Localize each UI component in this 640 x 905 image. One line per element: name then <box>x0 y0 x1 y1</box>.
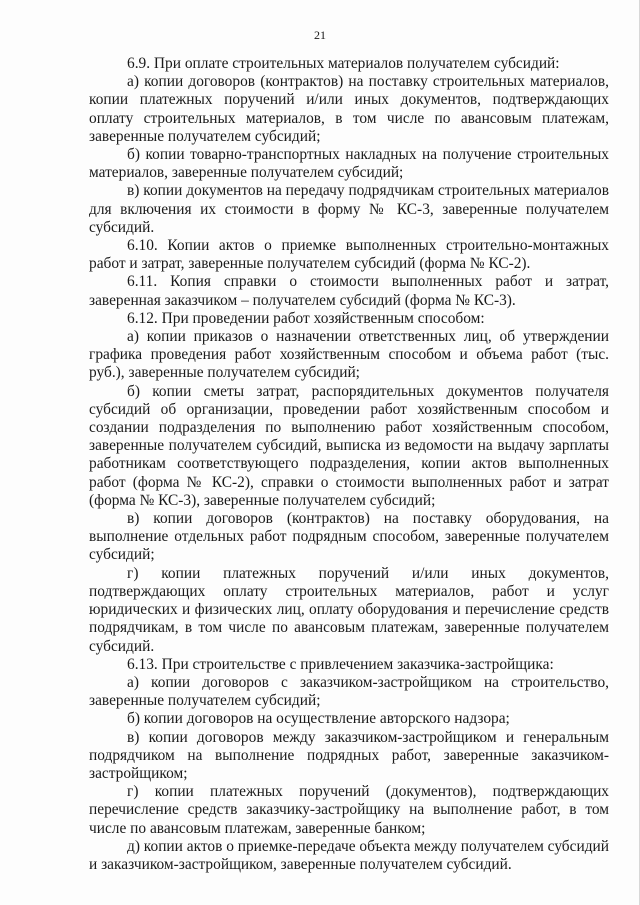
page-number: 21 <box>314 28 326 42</box>
section-6-12-item-g: г) копии платежных поручений и/или иных документов, подтверждающих оплату строительных материалов, работ и услуг юридических и физических лиц, оплату оборудования и перечисление средств подрядчикам, в том числе по авансовым платежам, заверенные получателем субсидий. <box>89 564 609 655</box>
section-6-13-heading: 6.13. При строительстве с привлечением заказчика-застройщика: <box>127 655 554 673</box>
section-6-9-heading: 6.9. При оплате строительных материалов получателем субсидий: <box>127 55 560 72</box>
section-6-9-item-a: а) копии договоров (контрактов) на поставку строительных материалов, копии платежных поручений и/или иных документов, подтверждающих оплату строительных материалов, в том числе по авансовым платежам, заверенные получателем субсидий; <box>89 73 609 145</box>
document-body <box>89 55 609 874</box>
section-6-13-item-g: г) копии платежных поручений (документов), подтверждающих перечисление средств заказчику-застройщику на выполнение работ, в том числе по авансовым платежам, заверенные банком; <box>89 783 609 837</box>
section-6-13-item-b: б) копии договоров на осуществление авторского надзора; <box>127 710 510 728</box>
section-6-9-item-b: б) копии товарно-транспортных накладных на получение строительных материалов, заверенные получателем субсидий; <box>89 146 609 182</box>
section-6-11: 6.11. Копия справки о стоимости выполненных работ и затрат, заверенная заказчиком – получателем субсидий (форма № КС-3). <box>89 273 609 309</box>
section-6-13-item-d: д) копии актов о приемке-передаче объекта между получателем субсидий и заказчиком-застройщиком, заверенные получателем субсидий. <box>89 837 610 873</box>
section-6-12-heading: 6.12. При проведении работ хозяйственным способом: <box>127 309 485 327</box>
section-6-13-item-a: а) копии договоров с заказчиком-застройщиком на строительство, заверенные получателем субсидий; <box>89 673 609 710</box>
section-6-12-item-a: а) копии приказов о назначении ответственных лиц, об утверждении графика проведения работ хозяйственным способом и объема работ (тыс. руб.), заверенные получателем субсидий; <box>89 328 609 382</box>
section-6-10: 6.10. Копии актов о приемке выполненных строительно-монтажных работ и затрат, заверенные получателем субсидий (форма № КС-2). <box>89 237 609 273</box>
section-6-12-item-b: б) копии сметы затрат, распорядительных документов получателя субсидий об организации, проведении работ хозяйственным способом и создании подразделения по выполнению работ хозяйственным способом, заверенные получателем субсидий, выписка из ведомости на выдачу зарплаты работникам соответствующего подразделения, копии актов выполненных работ (форма № КС-2), справки о стоимости выполненных работ и затрат (форма № КС-3), заверенные получателем субсидий; <box>89 382 609 509</box>
section-6-12-item-v: в) копии договоров (контрактов) на поставку оборудования, на выполнение отдельных работ подрядным способом, заверенные получателем субсидий; <box>89 510 609 564</box>
section-6-9-item-v: в) копии документов на передачу подрядчикам строительных материалов для включения их стоимости в форму № КС-3, заверенные получателем субсидий. <box>89 182 609 236</box>
section-6-13-item-v: в) копии договоров между заказчиком-застройщиком и генеральным подрядчиком на выполнение подрядных работ, заверенные заказчиком-застройщиком; <box>89 728 609 782</box>
